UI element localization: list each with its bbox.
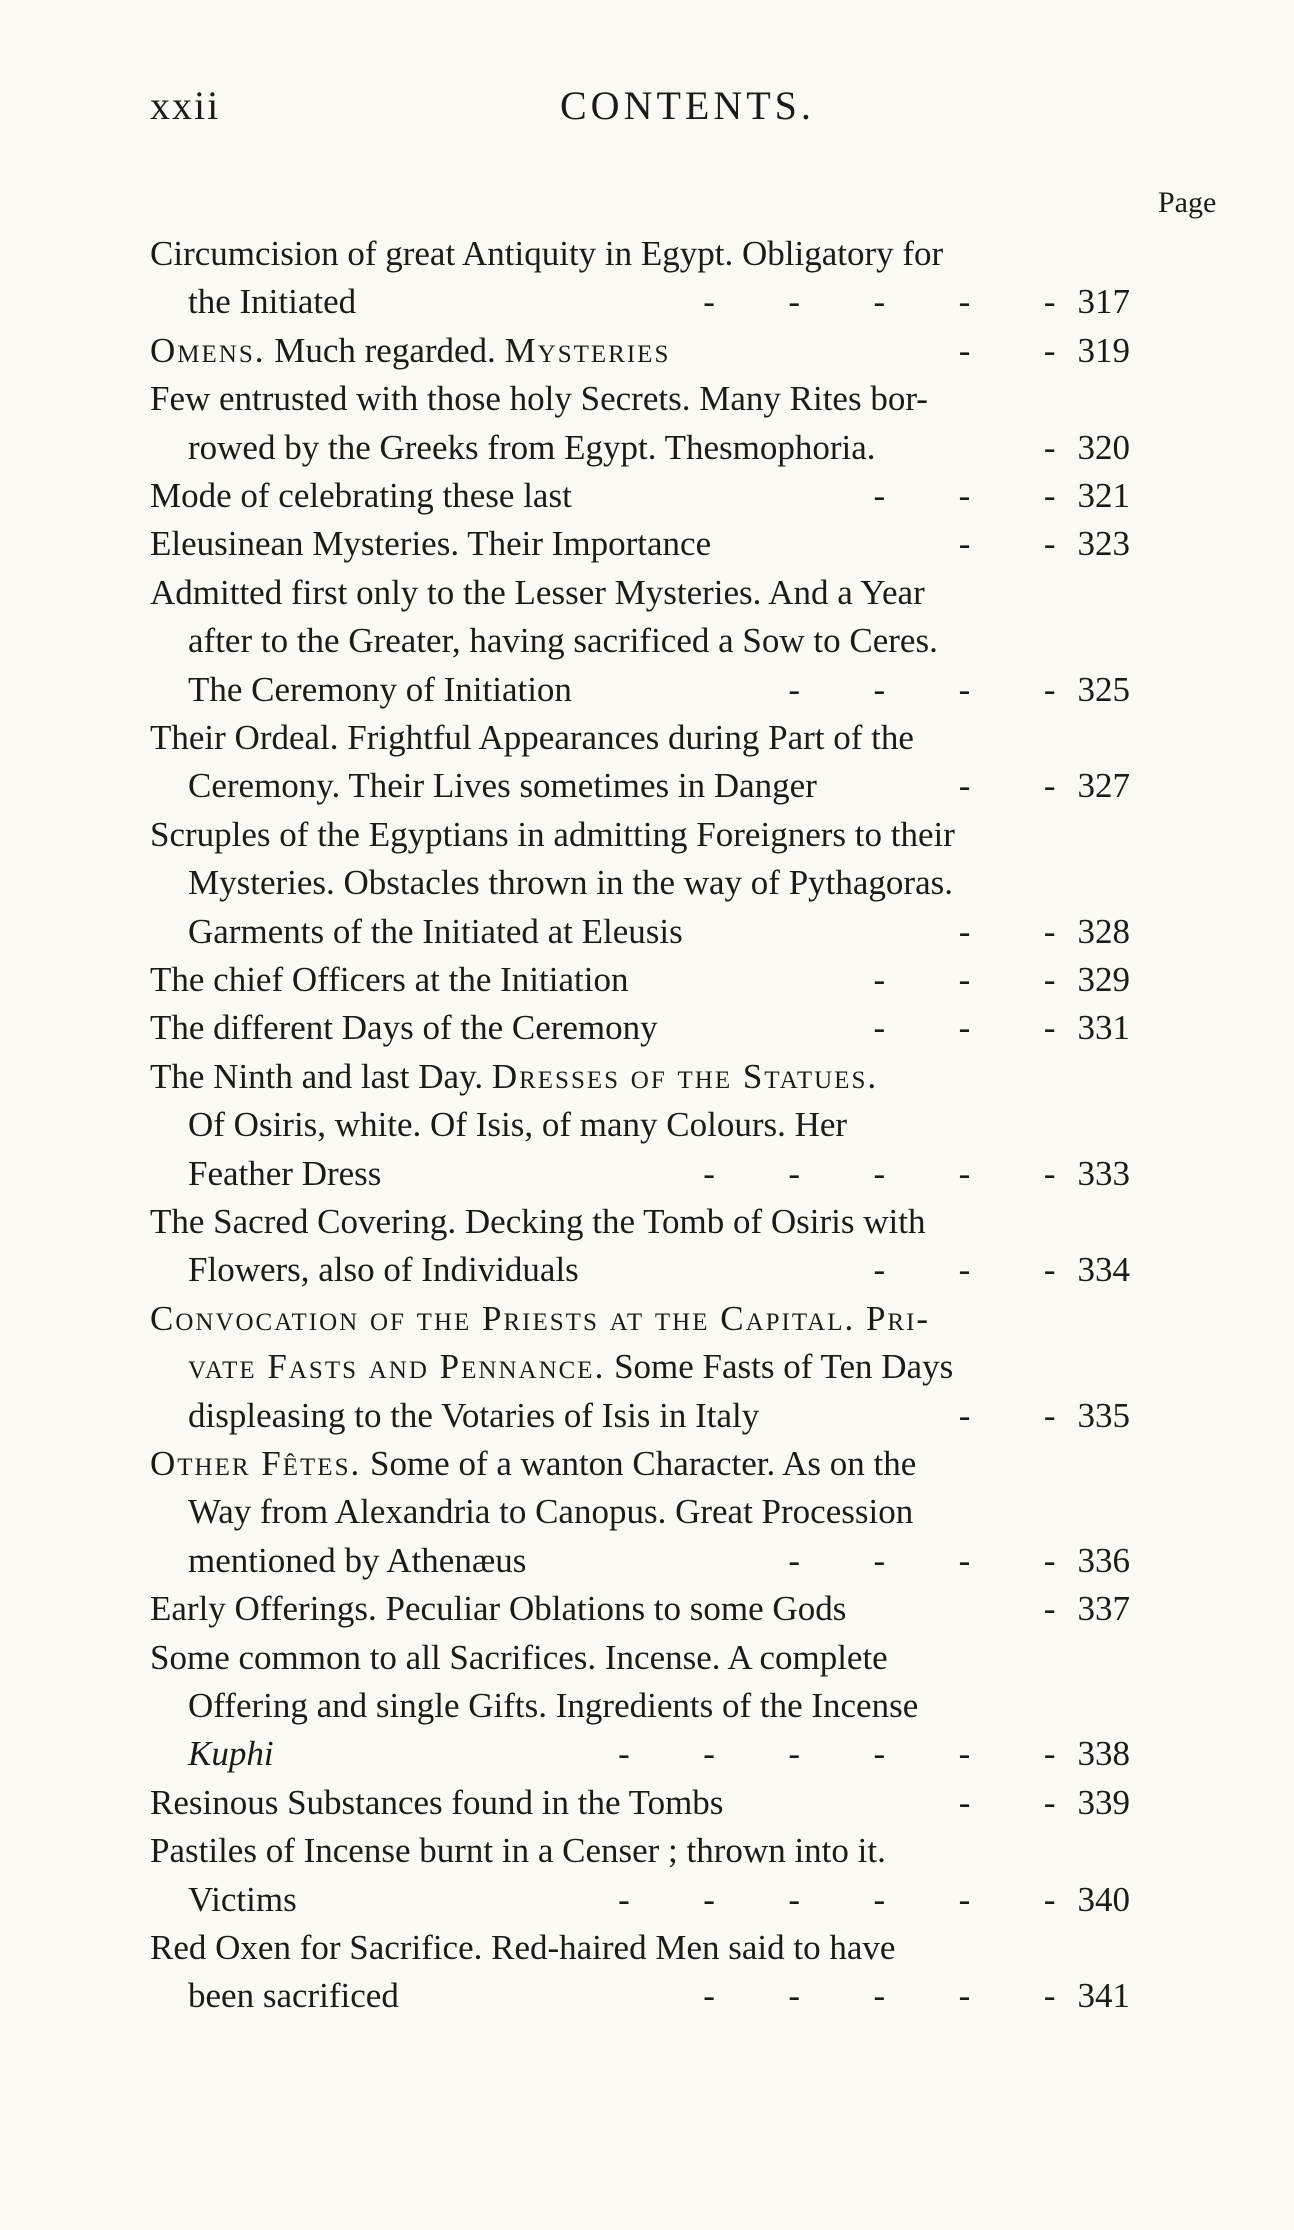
entry-text — [150, 1928, 895, 1968]
contents-entry — [188, 1541, 1130, 1581]
entry-page-number: 329 — [1077, 960, 1130, 999]
leader-dashes-text: - - — [958, 1395, 1056, 1435]
leader-dashes — [274, 1734, 1064, 1774]
contents-entry — [188, 670, 1130, 710]
leader-dashes-text: - - - - - — [703, 282, 1056, 322]
contents-entry — [150, 234, 1130, 274]
entry-text — [188, 1686, 918, 1726]
entry-text — [150, 1057, 878, 1097]
entry-plain: Some common to all Sacrifices. Incense. A complete — [150, 1637, 888, 1677]
contents-entry — [150, 1783, 1130, 1823]
entry-text — [150, 1202, 926, 1242]
entry-page-number: 323 — [1077, 524, 1130, 564]
entry-page-number: 335 — [1077, 1395, 1130, 1435]
page-folio: xxii — [150, 83, 221, 128]
leader-dashes-text: - - - — [873, 960, 1056, 999]
entry-text — [188, 1880, 297, 1920]
entry-text — [150, 1008, 658, 1048]
entry-plain: after to the Greater, having sacrificed a Sow to Ceres. — [188, 621, 938, 661]
entry-plain: Early Offerings. Peculiar Oblations to some Gods — [150, 1589, 847, 1629]
contents-entry — [188, 863, 1130, 903]
leader-dashes — [572, 476, 1064, 516]
entry-plain: Mysteries. Obstacles thrown in the way of Pythagoras. — [188, 863, 953, 903]
entry-text — [150, 815, 955, 855]
entry-plain: Scruples of the Egyptians in admitting Foreigners to their — [150, 814, 955, 854]
entry-plain: displeasing to the Votaries of Isis in Italy — [188, 1395, 760, 1435]
entry-text — [150, 379, 928, 419]
contents-entry — [150, 960, 1130, 1000]
leader-dashes — [670, 331, 1063, 371]
contents-entry — [150, 524, 1130, 564]
leader-dashes — [723, 1783, 1063, 1823]
entry-text — [150, 524, 711, 564]
entry-plain: The Sacred Covering. Decking the Tomb of Osiris with — [150, 1202, 926, 1241]
entry-text — [150, 1831, 886, 1871]
entry-plain: Pastiles of Incense burnt in a Censer ; thrown into it. — [150, 1831, 886, 1871]
entry-text — [150, 1638, 888, 1678]
leader-dashes — [526, 1541, 1063, 1581]
entry-plain: The Ceremony of Initiation — [188, 669, 572, 709]
entry-text — [188, 670, 572, 710]
entry-plain: Ceremony. Their Lives sometimes in Danger — [188, 766, 817, 806]
contents-entry — [188, 1492, 1130, 1532]
leader-dashes-text: - - - - — [788, 669, 1056, 709]
entry-plain: mentioned by Athenæus — [188, 1540, 527, 1580]
entry-text — [188, 1347, 953, 1387]
entry-plain: rowed by the Greeks from Egypt. Thesmophoria. — [188, 427, 876, 467]
entry-plain: Feather Dress — [188, 1153, 382, 1193]
contents-entry — [150, 1589, 1130, 1629]
entry-text — [188, 1976, 399, 2016]
leader-dashes-text: - - - - - — [703, 1976, 1056, 2016]
contents-entry — [188, 1880, 1130, 1920]
entry-plain: Some Fasts of Ten Days — [614, 1347, 954, 1387]
entry-text — [150, 1444, 916, 1484]
entry-text — [188, 766, 817, 806]
entry-text — [188, 282, 356, 322]
contents-entry — [150, 331, 1130, 371]
entry-text — [188, 1734, 274, 1774]
contents-entry — [188, 766, 1130, 806]
contents-entry — [188, 912, 1130, 952]
entry-page-number: 333 — [1077, 1153, 1130, 1193]
entry-plain: Circumcision of great Antiquity in Egypt. Obligatory for — [150, 234, 944, 273]
entry-page-number: 320 — [1077, 427, 1130, 467]
entry-page-number: 341 — [1077, 1976, 1130, 2016]
leader-dashes — [817, 766, 1064, 806]
contents-entry — [188, 1105, 1130, 1145]
entry-text — [150, 573, 925, 613]
leader-dashes-text: - - — [958, 911, 1056, 951]
entry-page-number: 337 — [1077, 1589, 1130, 1629]
entry-page-number: 340 — [1077, 1879, 1130, 1919]
entry-plain: Some of a wanton Character. As on the — [369, 1444, 917, 1483]
entry-page-number: 338 — [1077, 1734, 1130, 1774]
entry-plain: Eleusinean Mysteries. Their Importance — [150, 524, 712, 564]
contents-entry — [188, 282, 1130, 322]
entry-text — [188, 863, 953, 903]
entry-plain: The chief Officers at the Initiation — [150, 960, 629, 999]
leader-dashes-text: - - — [958, 1782, 1056, 1822]
contents-entry — [188, 621, 1130, 661]
entry-plain: Flowers, also of Individuals — [188, 1250, 579, 1290]
entry-text — [150, 1589, 846, 1629]
entry-text — [188, 1154, 381, 1194]
leader-dashes-text: - - — [958, 524, 1056, 564]
contents-entry — [150, 1202, 1130, 1242]
leader-dashes-text: - - - - — [788, 1540, 1056, 1580]
leader-dashes-text: - - - — [873, 1008, 1056, 1048]
entry-text — [188, 1396, 759, 1436]
leader-dashes-text: - - - - - - — [618, 1879, 1056, 1919]
contents-entry — [150, 379, 1130, 419]
leader-dashes — [683, 912, 1064, 952]
page-column-label: Page — [1158, 186, 1217, 219]
entry-page-number: 328 — [1077, 911, 1130, 951]
entry-text — [188, 1105, 847, 1145]
leader-dashes-text: - — [1043, 1589, 1056, 1629]
contents-entry — [188, 1396, 1130, 1436]
contents-entry — [150, 1444, 1130, 1484]
entry-page-number: 331 — [1077, 1008, 1130, 1048]
leader-dashes — [381, 1154, 1063, 1194]
entry-text — [188, 428, 876, 468]
entry-page-number: 327 — [1077, 766, 1130, 806]
leader-dashes — [297, 1880, 1064, 1920]
entry-plain: The different Days of the Ceremony — [150, 1008, 658, 1048]
leader-dashes — [356, 282, 1063, 322]
entry-plain: Mode of celebrating these last — [150, 476, 572, 515]
entry-plain: Victims — [188, 1879, 297, 1919]
entry-page-number: 321 — [1077, 476, 1130, 515]
contents-entry — [188, 1250, 1130, 1290]
entry-plain: Resinous Substances found in the Tombs — [150, 1782, 724, 1822]
entry-text — [150, 1783, 723, 1823]
entry-page-number: 339 — [1077, 1782, 1130, 1822]
leader-dashes-text: - - - — [873, 1250, 1056, 1290]
contents-entry — [188, 1734, 1130, 1774]
entry-plain: Much regarded. — [274, 330, 496, 370]
contents-entry — [150, 476, 1130, 516]
contents-entry — [188, 1154, 1130, 1194]
leader-dashes — [628, 960, 1063, 1000]
entry-small-caps: Convocation of the Priests at the Capital. Pri- — [150, 1298, 931, 1338]
contents-entry — [150, 718, 1130, 758]
entry-page-number: 325 — [1077, 669, 1130, 709]
leader-dashes-text: - - - - - - — [618, 1734, 1056, 1774]
contents-entry — [150, 1299, 1130, 1339]
entry-small-caps: Other Fêtes. — [150, 1444, 362, 1483]
entry-text — [188, 1492, 913, 1532]
leader-dashes — [846, 1589, 1063, 1629]
entry-plain: Of Osiris, white. Of Isis, of many Colours. Her — [188, 1105, 848, 1145]
leader-dashes — [711, 524, 1063, 564]
entry-plain: The Ninth and last Day. — [150, 1056, 484, 1096]
leader-dashes — [572, 670, 1064, 710]
entry-plain: Way from Alexandria to Canopus. Great Procession — [188, 1492, 914, 1532]
leader-dashes-text: - - — [958, 330, 1056, 370]
entry-text — [188, 1541, 526, 1581]
entry-text — [188, 621, 938, 661]
contents-entry — [150, 1638, 1130, 1678]
contents-entry — [150, 815, 1130, 855]
leader-dashes-text: - — [1043, 427, 1056, 467]
entry-plain: Admitted first only to the Lesser Mysteries. And a Year — [150, 572, 925, 612]
contents-entry — [150, 1928, 1130, 1968]
entry-italic: Kuphi — [188, 1734, 274, 1774]
contents-entry — [150, 573, 1130, 613]
entry-plain: Red Oxen for Sacrifice. Red-haired Men said to have — [150, 1928, 896, 1967]
entry-plain: the Initiated — [188, 282, 357, 322]
entry-plain: Their Ordeal. Frightful Appearances during Part of the — [150, 718, 914, 757]
leader-dashes-text: - - - — [873, 476, 1056, 515]
entry-small-caps: Dresses of the Statues. — [491, 1056, 879, 1096]
entry-plain: Garments of the Initiated at Eleusis — [188, 911, 683, 951]
entry-small-caps: Omens. — [150, 330, 266, 370]
contents-entry — [150, 1831, 1130, 1871]
entry-text — [150, 234, 943, 274]
contents-entry — [188, 1976, 1130, 2016]
leader-dashes — [399, 1976, 1064, 2016]
entry-plain: Few entrusted with those holy Secrets. Many Rites bor- — [150, 379, 928, 419]
contents-entry — [188, 1686, 1130, 1726]
entry-text — [150, 331, 670, 371]
leader-dashes — [658, 1008, 1064, 1048]
entry-page-number: 336 — [1077, 1540, 1130, 1580]
entry-text — [150, 1299, 930, 1339]
entry-plain: been sacrificed — [188, 1976, 399, 2016]
entry-text — [150, 960, 628, 1000]
entry-text — [188, 912, 683, 952]
entry-plain: Offering and single Gifts. Ingredients of the Incense — [188, 1686, 919, 1725]
entry-page-number: 317 — [1077, 282, 1130, 322]
entry-text — [150, 476, 572, 516]
running-header — [150, 82, 1130, 132]
entry-page-number: 334 — [1077, 1250, 1130, 1290]
contents-entry — [188, 1347, 1130, 1387]
contents-entry — [188, 428, 1130, 468]
entry-text — [188, 1250, 579, 1290]
leader-dashes — [876, 428, 1064, 468]
entry-text — [150, 718, 914, 758]
entry-small-caps: vate Fasts and Pennance. — [188, 1347, 606, 1387]
entry-page-number: 319 — [1077, 330, 1130, 370]
contents-entry — [150, 1008, 1130, 1048]
contents-entry — [150, 1057, 1130, 1097]
leader-dashes — [759, 1396, 1063, 1436]
leader-dashes — [579, 1250, 1064, 1290]
leader-dashes-text: - - - - - — [703, 1153, 1056, 1193]
entry-small-caps: Mysteries — [504, 330, 671, 370]
running-title: CONTENTS. — [560, 83, 815, 128]
leader-dashes-text: - - — [958, 766, 1056, 806]
